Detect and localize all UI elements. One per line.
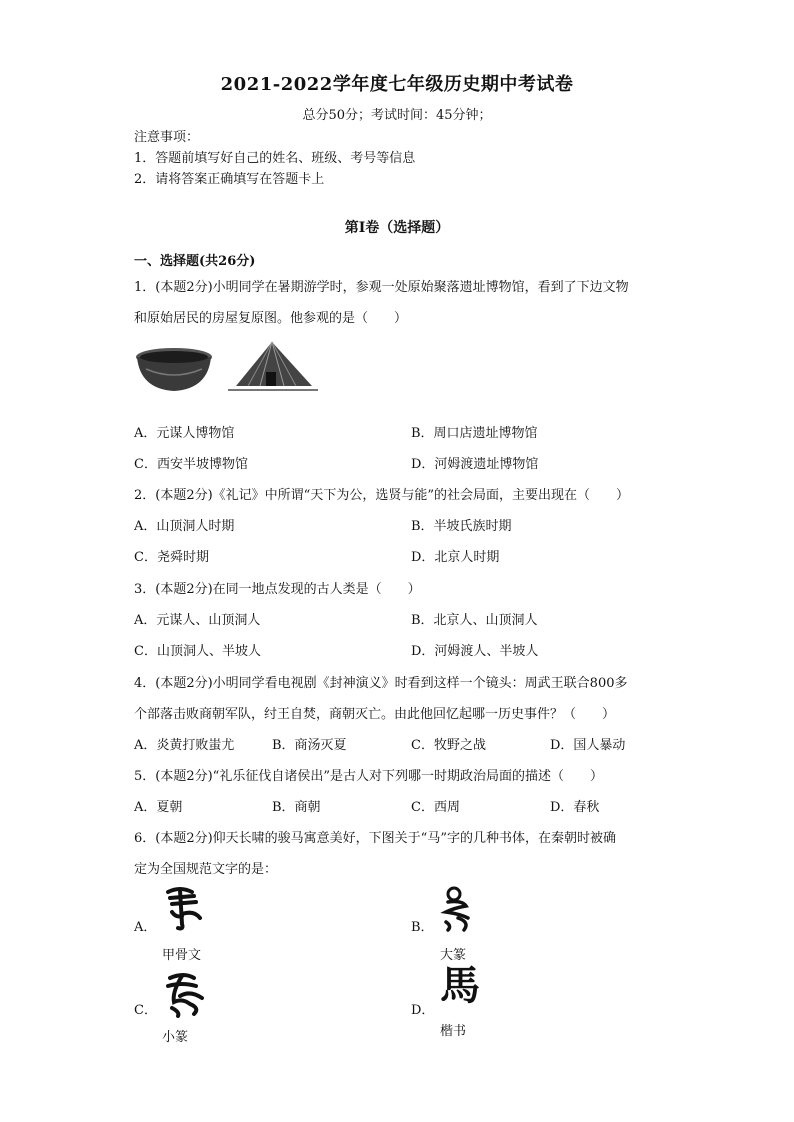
notice-item-2: 2．请将答案正确填写在答题卡上 <box>134 172 325 187</box>
q3-option-b: B．北京人、山顶洞人 <box>411 613 538 628</box>
q1-option-b: B．周口店遗址博物馆 <box>411 426 538 441</box>
q6-option-b: B． <box>411 920 434 935</box>
q5-option-b: B．商朝 <box>272 800 321 815</box>
q6-option-a: A． <box>134 920 157 935</box>
thatched-hut-image <box>228 340 318 395</box>
q1-option-d: D．河姆渡遗址博物馆 <box>411 457 539 472</box>
question-5-line-1: 5．(本题2分)“礼乐征伐自诸侯出”是古人对下列哪一时期政治局面的描述（ ） <box>134 769 603 784</box>
section-title: 一、选择题(共26分) <box>134 254 256 269</box>
q5-option-c: C．西周 <box>411 800 460 815</box>
question-4-line-1: 4．(本题2分)小明同学看电视剧《封神演义》时看到这样一个镜头：周武王联合800多 <box>134 676 628 691</box>
question-4-line-2: 个部落击败商朝军队，纣王自焚，商朝灭亡。由此他回忆起哪一历史事件？（ ） <box>134 707 616 722</box>
caption-dazhuan: 大篆 <box>440 948 467 963</box>
q4-option-a: A．炎黄打败蚩尤 <box>134 738 235 753</box>
caption-xiaozhuan: 小篆 <box>162 1030 189 1045</box>
question-6-line-2: 定为全国规范文字的是： <box>134 862 278 877</box>
small-seal-ma-image <box>160 968 220 1018</box>
caption-kaishu: 楷书 <box>440 1024 467 1039</box>
exam-subtitle: 总分50分；考试时间：45分钟； <box>302 108 492 123</box>
question-3-line-1: 3．(本题2分)在同一地点发现的古人类是（ ） <box>134 582 421 597</box>
oracle-bone-ma-image <box>160 884 220 934</box>
q2-option-b: B．半坡氏族时期 <box>411 519 512 534</box>
question-1-line-2: 和原始居民的房屋复原图。他参观的是（ ） <box>134 311 408 326</box>
q5-option-a: A．夏朝 <box>134 800 183 815</box>
q2-option-c: C．尧舜时期 <box>134 550 209 565</box>
q6-option-d: D． <box>411 1003 435 1018</box>
kaishu-ma-glyph: 馬 <box>440 963 480 1009</box>
q2-option-a: A．山顶洞人时期 <box>134 519 235 534</box>
question-6-line-1: 6．(本题2分)仰天长啸的骏马寓意美好，下图关于“马”字的几种书体，在秦朝时被确 <box>134 831 616 846</box>
caption-jiaguwen: 甲骨文 <box>162 948 202 963</box>
q4-option-d: D．国人暴动 <box>550 738 626 753</box>
notice-item-1: 1．答题前填写好自己的姓名、班级、考号等信息 <box>134 151 416 166</box>
q3-option-a: A．元谋人、山顶洞人 <box>134 613 261 628</box>
q1-option-a: A．元谋人博物馆 <box>134 426 235 441</box>
q3-option-d: D．河姆渡人、半坡人 <box>411 644 539 659</box>
question-1-line-1: 1．(本题2分)小明同学在暑期游学时，参观一处原始聚落遗址博物馆，看到了下边文物 <box>134 280 629 295</box>
pottery-bowl-image <box>134 345 214 395</box>
exam-title: 2021-2022学年度七年级历史期中考试卷 <box>220 74 574 95</box>
question-2-line-1: 2．(本题2分)《礼记》中所谓“天下为公，选贤与能”的社会局面，主要出现在（ ） <box>134 488 629 503</box>
q4-option-c: C．牧野之战 <box>411 738 486 753</box>
q2-option-d: D．北京人时期 <box>411 550 500 565</box>
q4-option-b: B．商汤灭夏 <box>272 738 347 753</box>
q6-option-c: C． <box>134 1003 157 1018</box>
part-title: 第Ⅰ卷（选择题） <box>344 220 450 236</box>
q5-option-d: D．春秋 <box>550 800 600 815</box>
q3-option-c: C．山顶洞人、半坡人 <box>134 644 261 659</box>
notice-heading: 注意事项： <box>134 130 200 145</box>
great-seal-ma-image <box>434 884 494 934</box>
q1-option-c: C．西安半坡博物馆 <box>134 457 248 472</box>
